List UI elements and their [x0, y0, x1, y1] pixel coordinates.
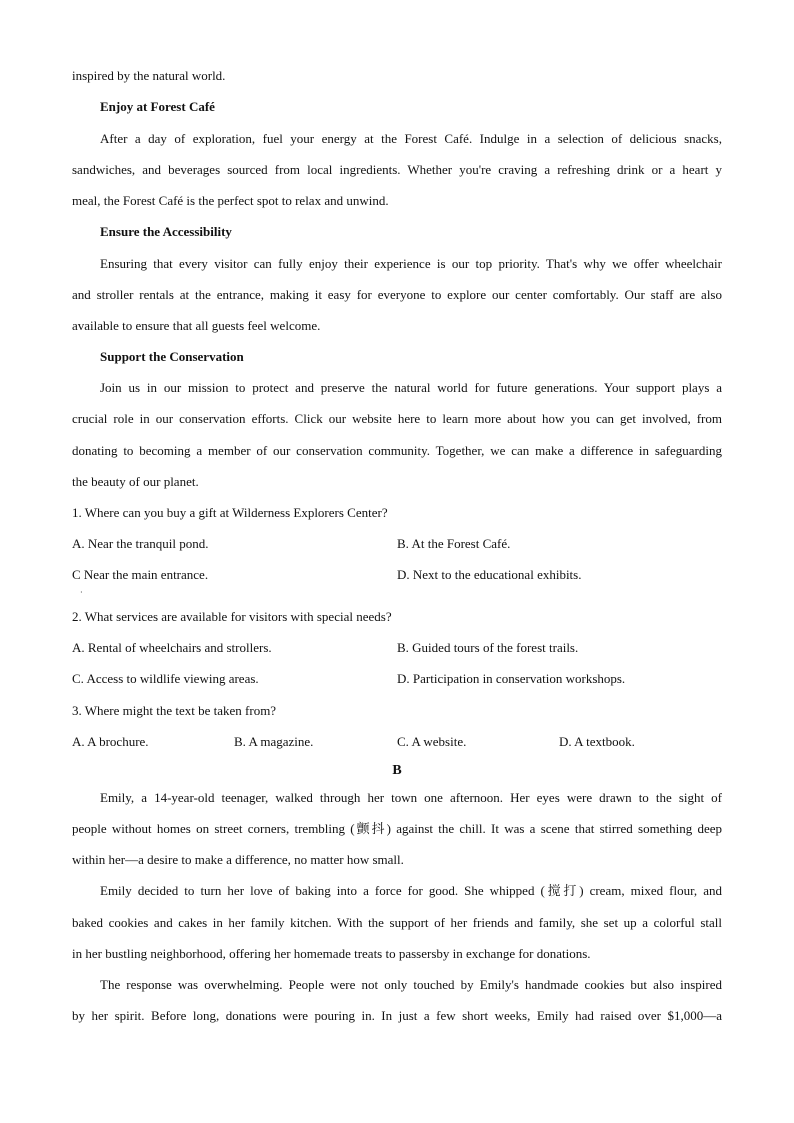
answer-option: A. A brochure.	[72, 734, 149, 749]
passage-line: available to ensure that all guests feel welcome.	[72, 318, 321, 333]
answer-option: B. At the Forest Café.	[397, 536, 511, 551]
passage-line: in her bustling neighborhood, offering her homemade treats to passersby in exchange for donations.	[72, 946, 591, 961]
answer-option: C Near the main entrance.	[72, 567, 209, 582]
passage-line: After a day of exploration, fuel your energy at the Forest Café. Indulge in a selection of delicious snacks,	[100, 131, 722, 146]
passage-line: the beauty of our planet.	[72, 474, 199, 489]
answer-option: D. Participation in conservation workshops.	[397, 671, 626, 686]
answer-option: B. Guided tours of the forest trails.	[397, 640, 579, 655]
section-heading: Ensure the Accessibility	[100, 224, 232, 239]
passage-line: within her—a desire to make a difference, no matter how small.	[72, 852, 404, 867]
answer-option: C. A website.	[397, 734, 467, 749]
passage-line: and stroller rentals at the entrance, making it easy for everyone to explore our center comfortably. Our staff are also	[72, 287, 722, 302]
passage-heading: B	[392, 763, 402, 778]
answer-option: A. Rental of wheelchairs and strollers.	[72, 640, 272, 655]
passage-line: sandwiches, and beverages sourced from local ingredients. Whether you're craving a refreshing drink or a heart y	[72, 162, 722, 177]
question-stem: 2. What services are available for visitors with special needs?	[72, 609, 392, 624]
answer-option: D. Next to the educational exhibits.	[397, 567, 582, 582]
passage-line: The response was overwhelming. People were not only touched by Emily's handmade cookies but also inspired	[100, 977, 722, 992]
stray-dot: ·	[80, 588, 83, 597]
section-heading: Support the Conservation	[100, 349, 244, 364]
passage-line: by her spirit. Before long, donations were pouring in. In just a few short weeks, Emily had raised over $1,000—a	[72, 1008, 722, 1023]
passage-line: Emily decided to turn her love of baking into a force for good. She whipped (搅打) cream, mixed flour, and	[100, 883, 722, 898]
section-heading: Enjoy at Forest Café	[100, 99, 215, 114]
question-stem: 3. Where might the text be taken from?	[72, 703, 277, 718]
passage-line: meal, the Forest Café is the perfect spot to relax and unwind.	[72, 193, 389, 208]
answer-option: B. A magazine.	[234, 734, 314, 749]
passage-line: Ensuring that every visitor can fully enjoy their experience is our top priority. That's why we offer wheelchair	[100, 256, 722, 271]
question-stem: 1. Where can you buy a gift at Wilderness Explorers Center?	[72, 505, 388, 520]
passage-line: Emily, a 14-year-old teenager, walked through her town one afternoon. Her eyes were drawn to the sight of	[100, 790, 722, 805]
answer-option: C. Access to wildlife viewing areas.	[72, 671, 259, 686]
passage-line: baked cookies and cakes in her family kitchen. With the support of her friends and family, she set up a colorful stall	[72, 915, 722, 930]
answer-option: A. Near the tranquil pond.	[72, 536, 209, 551]
passage-line: donating to becoming a member of our conservation community. Together, we can make a difference in safeguarding	[72, 443, 722, 458]
passage-line: inspired by the natural world.	[72, 68, 226, 83]
passage-line: people without homes on street corners, trembling (颤抖) against the chill. It was a scene that stirred something deep	[72, 821, 722, 836]
passage-line: Join us in our mission to protect and preserve the natural world for future generations. Your support plays a	[100, 380, 722, 395]
answer-option: D. A textbook.	[559, 734, 635, 749]
passage-line: crucial role in our conservation efforts. Click our website here to learn more about how you can get involved, from	[72, 411, 722, 426]
